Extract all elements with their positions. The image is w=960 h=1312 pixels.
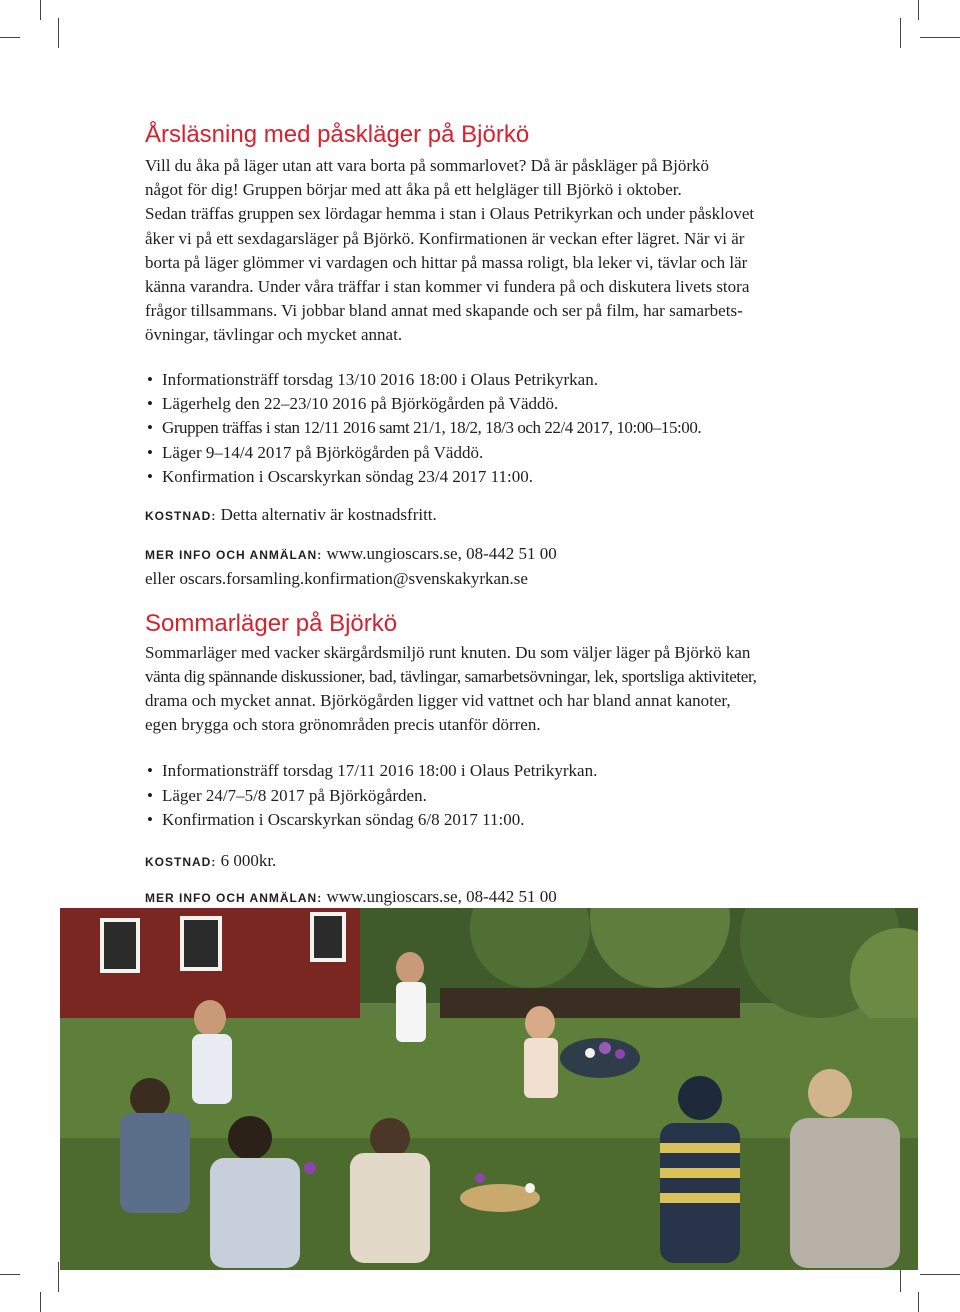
info-link[interactable]: www.ungioscars.se, 08-442 51 00 (326, 543, 557, 563)
paragraph-line: egen brygga och stora grönområden precis utanför dörren. (145, 715, 541, 735)
list-item: • Gruppen träffas i stan 12/11 2016 samt 21/1, 18/2, 18/3 och 22/4 2017, 10:00–15:00. (145, 416, 825, 440)
cost-value: 6 000kr. (220, 850, 277, 870)
paragraph-line: känna varandra. Under våra träffar i stan kommer vi fundera på och diskutera livets stora (145, 277, 750, 297)
cost-value: Detta alternativ är kostnadsfritt. (220, 504, 437, 524)
section-paragraph (145, 641, 825, 738)
list-item: • Informationsträff torsdag 13/10 2016 18:00 i Olaus Petrikyrkan. (145, 368, 825, 392)
section-sommarlager (145, 609, 825, 934)
paragraph-line: Sedan träffas gruppen sex lördagar hemma i stan i Olaus Petrikyrkan och under påsklovet (145, 204, 755, 224)
section-paragraph (145, 154, 825, 348)
paragraph-line: Vill du åka på läger utan att vara borta på sommarlovet? Då är påskläger på Björkö (145, 156, 710, 175)
contact-info (145, 542, 825, 591)
paragraph-line: vänta dig spännande diskussioner, bad, tävlingar, samarbetsövningar, lek, sportsliga aktiviteter, (145, 666, 757, 686)
list-item: • Läger 9–14/4 2017 på Björkögården på Väddö. (145, 441, 825, 465)
cost-line (145, 849, 825, 874)
cost-label: KOSTNAD: (145, 508, 217, 523)
paragraph-line: frågor tillsammans. Vi jobbar bland annat med skapande och ser på film, har samarbets- (145, 301, 743, 321)
paragraph-line: åker vi på ett sexdagarsläger på Björkö. Konfirmationen är veckan efter lägret. När vi är (145, 228, 745, 248)
paragraph-line: övningar, tävlingar och mycket annat. (145, 325, 403, 345)
cost-label: KOSTNAD: (145, 854, 217, 869)
info-label: MER INFO OCH ANMÄLAN: (145, 890, 323, 905)
section-title: Årsläsning med påskläger på Björkö (145, 121, 530, 148)
page-content (145, 120, 825, 934)
bullet-list (145, 759, 825, 832)
camp-photo (60, 908, 918, 1270)
list-item: • Lägerhelg den 22–23/10 2016 på Björkögården på Väddö. (145, 392, 825, 416)
list-item: • Konfirmation i Oscarskyrkan söndag 23/4 2017 11:00. (145, 465, 825, 489)
section-title: Sommarläger på Björkö (145, 609, 398, 637)
camp-photo-illustration (60, 908, 918, 1270)
cost-line (145, 503, 825, 528)
paragraph-line: något för dig! Gruppen börjar med att åka på ett helgläger till Björkö i oktober. (145, 180, 682, 200)
list-item: • Informationsträff torsdag 17/11 2016 18:00 i Olaus Petrikyrkan. (145, 759, 825, 783)
info-link[interactable]: www.ungioscars.se, 08-442 51 00 (326, 886, 557, 906)
email-link[interactable]: eller oscars.forsamling.konfirmation@svenskakyrkan.se (145, 568, 528, 588)
list-item: • Konfirmation i Oscarskyrkan söndag 6/8 2017 11:00. (145, 808, 825, 832)
paragraph-line: drama och mycket annat. Björkögården ligger vid vattnet och har bland annat kanoter, (145, 691, 731, 711)
paragraph-line: borta på läger glömmer vi vardagen och hittar på massa roligt, bla leker vi, tävlar och lär (145, 252, 748, 272)
paragraph-line: Sommarläger med vacker skärgårdsmiljö runt knuten. Du som väljer läger på Björkö kan (145, 642, 751, 662)
bullet-list (145, 368, 825, 490)
list-item: • Läger 24/7–5/8 2017 på Björkögården. (145, 784, 825, 808)
section-arslasning (145, 120, 825, 591)
info-label: MER INFO OCH ANMÄLAN: (145, 547, 323, 562)
